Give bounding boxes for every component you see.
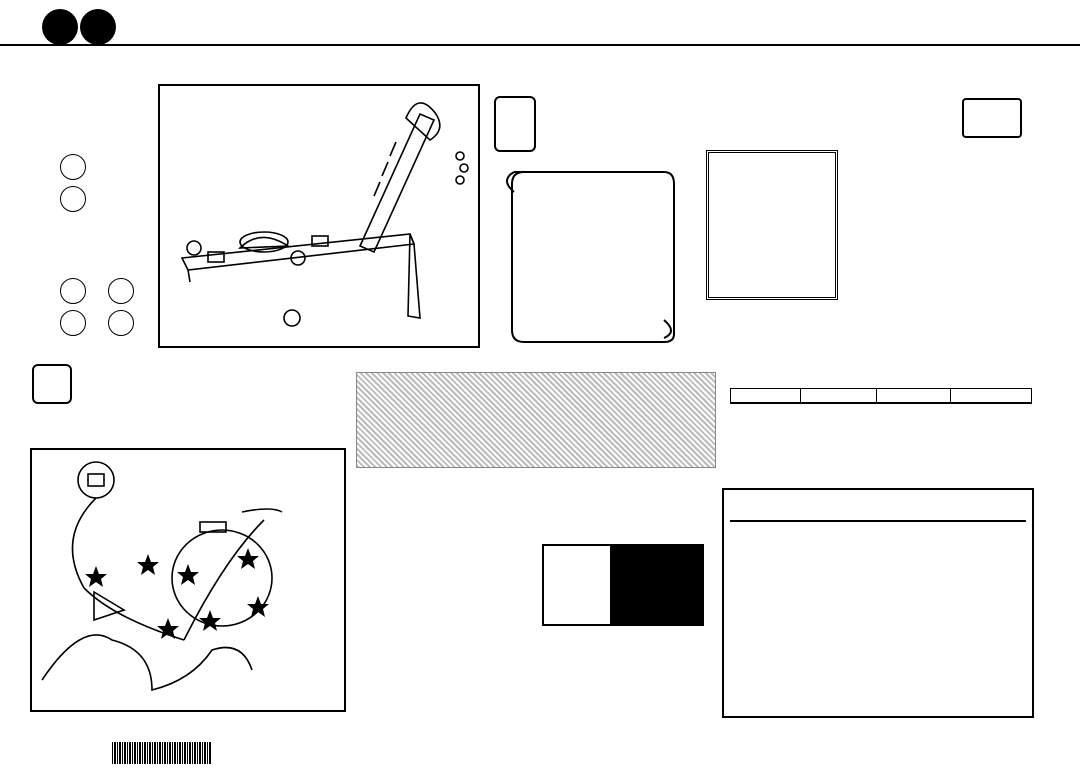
- inner-news-banner: [356, 372, 716, 468]
- results-title: [730, 490, 1026, 522]
- decode-badge: [32, 364, 72, 404]
- header-rule: [0, 44, 1080, 46]
- special-box: [542, 544, 704, 626]
- treasure-icon: [494, 96, 536, 152]
- number-ball: [60, 154, 86, 180]
- playing-card-frame: [706, 150, 838, 300]
- treasure-illustration-top: [158, 84, 480, 348]
- door-table-header: [731, 389, 1031, 403]
- number-ball: [60, 186, 86, 212]
- picks-row: [380, 482, 700, 538]
- card-hand-icon: [962, 98, 1022, 138]
- right-banner: [1058, 64, 1076, 728]
- stars-drawing: [32, 450, 344, 710]
- special-label: [610, 546, 702, 624]
- barcode: [112, 742, 212, 764]
- left-banner: [2, 64, 20, 728]
- treasure-illustration-bottom: [30, 448, 346, 712]
- number-ball: [60, 278, 86, 304]
- hk-badge-left: [42, 9, 78, 45]
- number-ball: [108, 310, 134, 336]
- left-numbers-panel: [58, 92, 144, 342]
- door-table-title: [730, 372, 1032, 388]
- door-table: [730, 372, 1032, 480]
- hk-badge-right: [80, 9, 116, 45]
- number-ball: [60, 310, 86, 336]
- results-panel: [722, 488, 1034, 718]
- big-logo: [700, 88, 1040, 310]
- top-banner: [8, 50, 1072, 68]
- special-number: [544, 546, 610, 624]
- header: [0, 0, 1080, 48]
- shelf-drawing: [160, 86, 478, 346]
- scroll-outline: [500, 158, 676, 344]
- number-ball: [108, 278, 134, 304]
- scroll-panel: [500, 158, 676, 344]
